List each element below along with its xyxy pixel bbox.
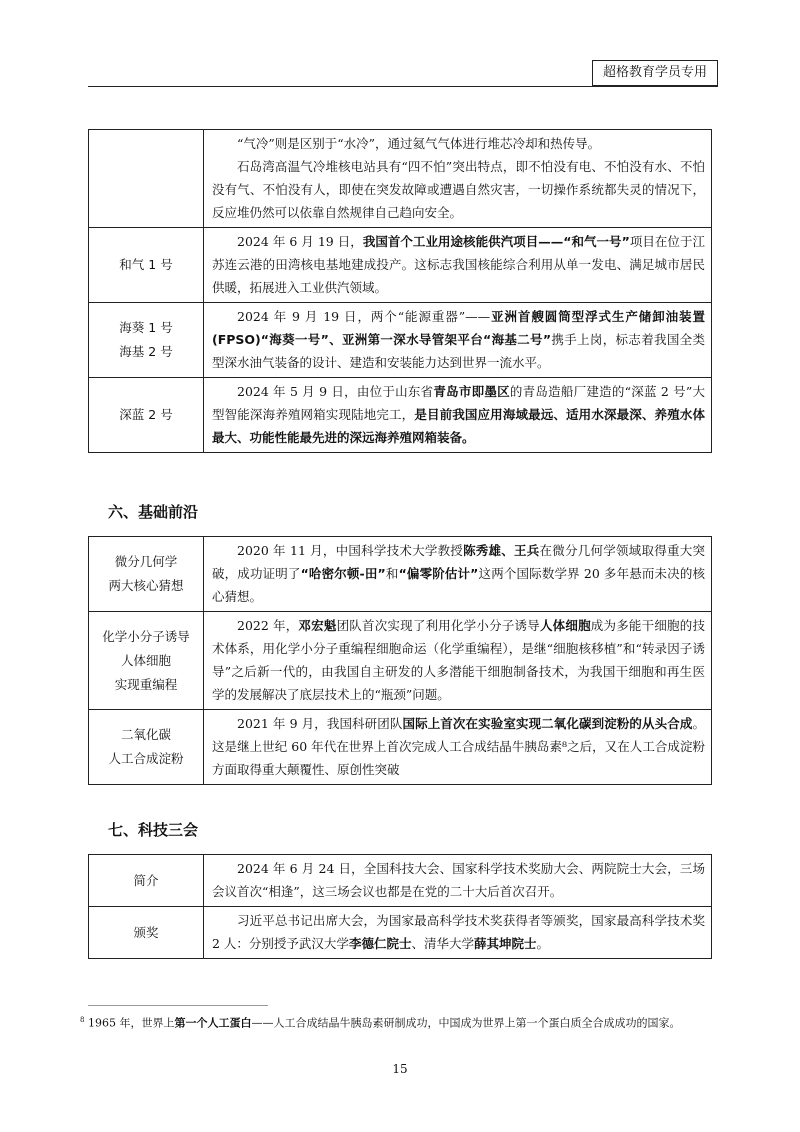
text-run: 和 xyxy=(385,566,399,581)
text-run: 团队首次实现了利用化学小分子诱导 xyxy=(336,618,540,633)
table-row xyxy=(89,303,712,378)
paragraph xyxy=(212,539,705,608)
exclusive-use-stamp: 超格教育学员专用 xyxy=(592,60,718,86)
text-run: 在微分几何学领域取得重大突破，成功证明了 xyxy=(212,543,705,581)
row-description xyxy=(204,378,712,453)
page-number: 15 xyxy=(392,1062,408,1076)
row-label: 深蓝 2 号 xyxy=(89,378,204,453)
energy-equipment-table xyxy=(88,129,712,453)
table-row xyxy=(89,228,712,303)
text-run: 2024 年 5 月 9 日，由位于山东省 xyxy=(237,384,434,399)
paragraph xyxy=(212,909,705,955)
frontier-science-table xyxy=(88,536,712,785)
footnote-mark: 8 xyxy=(80,1016,85,1024)
row-label: 颁奖 xyxy=(89,907,204,959)
row-description xyxy=(204,710,712,785)
table-row xyxy=(89,907,712,959)
row-label: 化学小分子诱导 人体细胞 实现重编程 xyxy=(89,612,204,710)
bold-text: 是目前我国应用海域最远、适用水深最深、养殖水体最大、功能性能最先进的深远海养殖网箱装备。 xyxy=(212,407,705,445)
paragraph xyxy=(212,857,705,903)
text-run: 2024 年 6 月 24 日，全国科技大会、国家科学技术奖励大会、两院院士大会，三场会议首次“相逢”，这三场会议也都是在党的二十大后首次召开。 xyxy=(212,861,705,899)
text-run: 。 xyxy=(536,936,549,951)
row-label xyxy=(89,130,204,228)
text-run: 2024 年 9 月 19 日，两个“能源重器”—— xyxy=(237,309,491,324)
table-row xyxy=(89,378,712,453)
three-conferences-table xyxy=(88,854,712,959)
table-row xyxy=(89,612,712,710)
text-run: “气冷”则是区别于“水冷”，通过氦气气体进行堆芯冷却和热传导。 xyxy=(237,136,601,151)
bold-text: 邓宏魁 xyxy=(298,618,337,633)
row-label: 和气 1 号 xyxy=(89,228,204,303)
table-row xyxy=(89,855,712,907)
table-row xyxy=(89,537,712,612)
row-label: 简介 xyxy=(89,855,204,907)
text-run: 习近平总书记出席大会，为国家最高科学技术奖获得者等颁奖，国家最高科学技术奖 2 人：分别授予武汉大学 xyxy=(212,913,705,951)
text-run: ——人工合成结晶牛胰岛素研制成功，中国成为世界上第一个蛋白质全合成成功的国家。 xyxy=(251,1016,681,1030)
bold-text: “偏零阶估计” xyxy=(398,566,479,581)
text-run: 的青岛造船厂建造的“深蓝 2 号”大型智能深海养殖网箱实现陆地完工， xyxy=(212,384,705,422)
bold-text: 人体细胞 xyxy=(539,618,591,633)
row-description xyxy=(204,907,712,959)
footnote-rule xyxy=(88,1005,268,1006)
bold-text: 陈秀雄、王兵 xyxy=(463,543,540,558)
text-run: 石岛湾高温气冷堆核电站具有“四不怕”突出特点，即不怕没有电、不怕没有水、不怕没有气、不怕没有人，即使在突发故障或遭遇自然灾害，一切操作系统都失灵的情况下，反应堆仍然可以依靠自然规律自己趋向安全。 xyxy=(212,159,705,220)
bold-text: 薛其坤院士 xyxy=(473,936,537,951)
text-run: 携手上岗，标志着我国全类型深水油气装备的设计、建造和安装能力达到世界一流水平。 xyxy=(212,332,705,370)
text-run: 2021 年 9 月，我国科研团队 xyxy=(237,716,403,731)
row-label: 二氧化碳 人工合成淀粉 xyxy=(89,710,204,785)
bold-text: 第一个人工蛋白 xyxy=(174,1016,252,1030)
text-run: 1965 年，世界上 xyxy=(84,1016,175,1030)
row-description xyxy=(204,855,712,907)
row-label: 海葵 1 号 海基 2 号 xyxy=(89,303,204,378)
bold-text: “哈密尔顿-田” xyxy=(300,566,386,581)
text-run: 、清华大学 xyxy=(411,936,474,951)
bold-text: 李德仁院士 xyxy=(348,936,412,951)
text-run: 项目在位于江苏连云港的田湾核电基地建成投产。这标志我国核能综合利用从单一发电、满足城市居民供暖，拓展进入工业供汽领域。 xyxy=(212,234,705,295)
row-description xyxy=(204,612,712,710)
bold-text: 国际上首次在实验室实现二氧化碳到淀粉的从头合成 xyxy=(402,716,693,731)
paragraph xyxy=(212,155,705,224)
bold-text: 青岛市即墨区 xyxy=(433,384,510,399)
section-6-heading: 六、基础前沿 xyxy=(108,503,199,521)
paragraph xyxy=(212,230,705,299)
text-run: 2022 年， xyxy=(237,618,299,633)
row-description xyxy=(204,130,712,228)
text-run: 成为多能干细胞的技术体系，用化学小分子重编程细胞命运（化学重编程），是继“细胞核移植”和“转录因子诱导”之后新一代的，由我国自主研发的人多潜能干细胞制备技术，为我国干细胞和再生医学的发展解决了底层技术上的“瓶颈”问题。 xyxy=(212,618,705,702)
row-description xyxy=(204,303,712,378)
paragraph xyxy=(212,305,705,374)
paragraph xyxy=(212,132,705,155)
text-run: 2024 年 6 月 19 日， xyxy=(237,234,363,249)
section-7-heading: 七、科技三会 xyxy=(108,821,199,839)
text-run: 这两个国际数学界 20 多年悬而未决的核心猜想。 xyxy=(212,566,705,604)
text-run: 。这是继上世纪 60 年代在世界上首次完成人工合成结晶牛胰岛素⁸之后，又在人工合成淀粉方面取得重大颠覆性、原创性突破 xyxy=(212,716,705,777)
row-description xyxy=(204,228,712,303)
paragraph xyxy=(212,712,705,781)
footnote xyxy=(80,1012,680,1032)
footnote-text xyxy=(84,1017,680,1030)
bold-text: 亚洲首艘圆筒型浮式生产储卸油装置(FPSO)“海葵一号”、亚洲第一深水导管架平台“海基二号” xyxy=(212,309,705,347)
bold-text: 我国首个工业用途核能供汽项目——“和气一号” xyxy=(362,234,630,249)
text-run: 2020 年 11 月，中国科学技术大学教授 xyxy=(237,543,464,558)
paragraph xyxy=(212,380,705,449)
row-description xyxy=(204,537,712,612)
paragraph xyxy=(212,614,705,706)
table-row xyxy=(89,130,712,228)
table-row xyxy=(89,710,712,785)
header-rule xyxy=(88,86,718,87)
row-label: 微分几何学 两大核心猜想 xyxy=(89,537,204,612)
